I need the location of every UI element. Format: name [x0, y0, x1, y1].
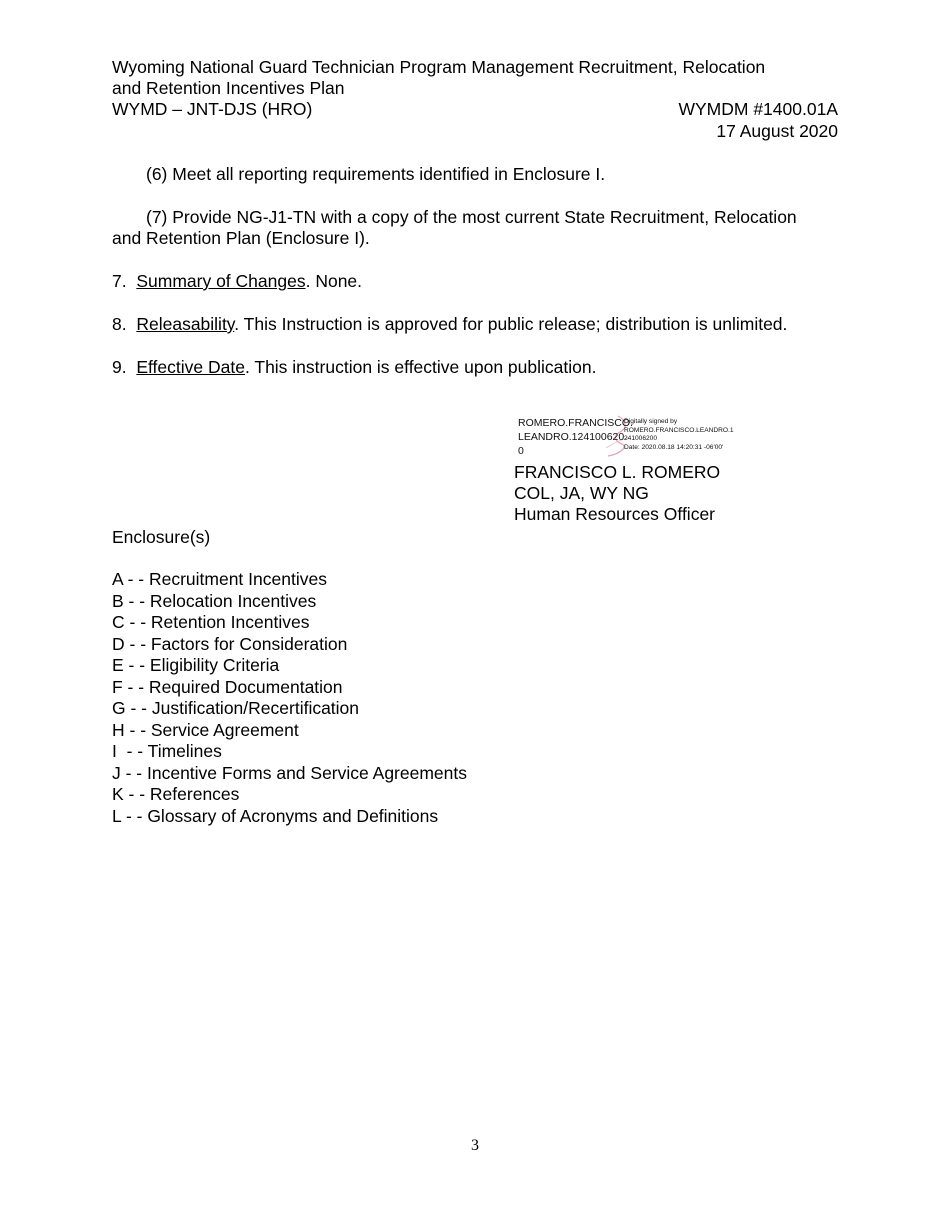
header-title-line1: Wyoming National Guard Technician Program Management Recruitment, Relocation	[112, 57, 766, 77]
signature-block	[514, 462, 720, 525]
section-number: 8.	[112, 314, 127, 334]
section-heading: Summary of Changes	[136, 271, 306, 291]
header-date: 17 August 2020	[716, 121, 838, 141]
signer-name: FRANCISCO L. ROMERO	[514, 462, 721, 482]
header-office: WYMD – JNT-DJS (HRO)	[112, 99, 313, 119]
section-number: 7.	[112, 271, 127, 291]
section-effective-date	[112, 357, 838, 378]
list-item: I - - Timelines	[112, 741, 222, 761]
list-item: K - - References	[112, 784, 240, 804]
signature-stamp-info	[624, 418, 734, 452]
list-item: A - - Recruitment Incentives	[112, 569, 327, 589]
list-item: F - - Required Documentation	[112, 676, 343, 697]
document-header-title	[112, 57, 765, 99]
header-title-line2: and Retention Incentives Plan	[112, 78, 345, 98]
section-text: . This Instruction is approved for public release; distribution is unlimited.	[234, 314, 788, 334]
page-number: 3	[471, 1137, 479, 1154]
signature-stamp-name	[518, 416, 633, 458]
header-doc-number: WYMDM #1400.01A	[678, 99, 838, 119]
stamp-name-line2: LEANDRO.124100620	[518, 431, 625, 443]
paragraph-item-7	[112, 207, 838, 249]
list-item: C - - Retention Incentives	[112, 612, 310, 632]
signer-title: Human Resources Officer	[514, 504, 716, 524]
stamp-info-line1: Digitally signed by	[624, 418, 678, 425]
section-number: 9.	[112, 357, 127, 377]
enclosures-title: Enclosure(s)	[112, 527, 211, 547]
section-text: . None.	[305, 271, 363, 291]
signer-rank: COL, JA, WY NG	[514, 483, 649, 503]
list-item: H - - Service Agreement	[112, 719, 299, 740]
stamp-info-line2: ROMERO.FRANCISCO.LEANDRO.1	[624, 426, 734, 434]
section-text: . This instruction is effective upon publication.	[244, 357, 597, 377]
section-heading: Effective Date	[136, 357, 245, 377]
stamp-info-line4: Date: 2020.08.18 14:20:31 -06'00'	[624, 443, 724, 451]
stamp-info-line3: 241006200	[624, 435, 658, 443]
paragraph-item-7-line2: and Retention Plan (Enclosure I).	[112, 228, 370, 248]
list-item: L - - Glossary of Acronyms and Definitions	[112, 805, 439, 826]
digital-signature-stamp	[514, 416, 734, 458]
header-office-row	[112, 99, 838, 120]
list-item: E - - Eligibility Criteria	[112, 655, 280, 675]
section-summary-of-changes	[112, 271, 838, 292]
section-releasability	[112, 314, 838, 335]
stamp-name-line1: ROMERO.FRANCISCO.	[518, 417, 633, 429]
stamp-name-line3: 0	[518, 445, 524, 457]
enclosures-list	[112, 569, 467, 827]
list-item: B - - Relocation Incentives	[112, 590, 317, 611]
paragraph-item-6: (6) Meet all reporting requirements identified in Enclosure I.	[146, 164, 606, 184]
section-heading: Releasability	[136, 314, 235, 334]
list-item: G - - Justification/Recertification	[112, 698, 360, 718]
list-item: J - - Incentive Forms and Service Agreements	[112, 762, 467, 783]
list-item: D - - Factors for Consideration	[112, 633, 348, 654]
paragraph-item-7-line1: (7) Provide NG-J1-TN with a copy of the most current State Recruitment, Relocation	[146, 207, 797, 227]
